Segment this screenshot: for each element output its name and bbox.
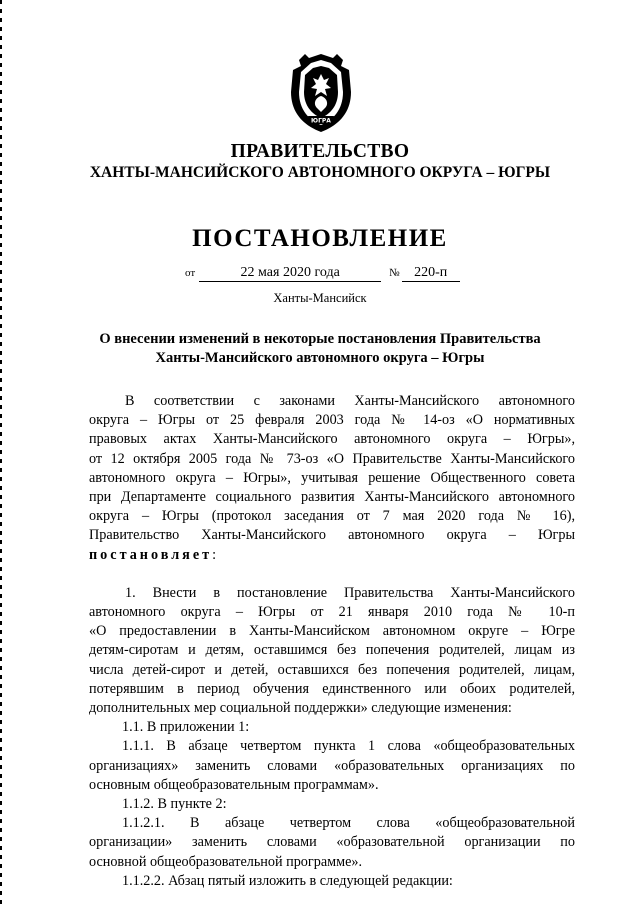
resolves-colon: :: [212, 546, 217, 563]
item-1-1-1-line: 1.1.1. В абзаце четвертом пункта 1 слова «общеобразовательных: [122, 738, 575, 755]
item-1-1-2-2: 1.1.2.2. Абзац пятый изложить в следующей редакции:: [122, 872, 453, 889]
preamble-line: [89, 546, 575, 565]
item-1-1-2-1-line: 1.1.2.1. В абзаце четвертом слова «общеобразовательной: [122, 815, 575, 832]
item-1-1-2-1-line: основной общеобразовательной программе».: [89, 853, 363, 870]
document-date: 22 мая 2020 года: [199, 265, 381, 282]
date-prefix: от: [185, 267, 196, 279]
khmao-coat-of-arms-icon: [287, 52, 355, 134]
item-1-line: автономного округа – Югры от 21 января 2010 года № 10-п: [89, 604, 575, 621]
preamble-line: правовых актах Ханты-Мансийского автономного округа – Югры»,: [89, 431, 575, 448]
item-1-line: числа детей-сирот и детей, оставшихся без попечения родителей, лицам,: [89, 661, 575, 678]
item-1-line: 1. Внести в постановление Правительства Ханты-Мансийского: [125, 584, 575, 601]
item-1-1-2: 1.1.2. В пункте 2:: [122, 796, 227, 813]
resolves-word: постановляет: [89, 546, 213, 563]
document-type: ПОСТАНОВЛЕНИЕ: [192, 225, 448, 252]
preamble-line: округа – Югры (протокол заседания от 7 мая 2020 года № 16),: [89, 508, 575, 525]
preamble-line: В соответствии с законами Ханты-Мансийского автономного: [125, 393, 575, 409]
number-sign: №: [389, 267, 400, 279]
item-1-1-2-1-line: организации» заменить словами «образовательной организации по: [89, 834, 575, 851]
item-1-line: детям-сиротам и детям, оставшимся без попечения родителей, лицам из: [89, 642, 575, 659]
item-1-1-1-line: основным общеобразовательным программам».: [89, 776, 379, 793]
title-line: О внесении изменений в некоторые постановления Правительства: [99, 331, 541, 347]
scan-left-edge: [0, 0, 2, 905]
item-1-line: потерявшим в период обучения единственного или обоих родителей,: [89, 680, 575, 697]
item-1-1-1-line: организациях» заменить словами «образовательных организациях по: [89, 757, 575, 774]
preamble-line: при Департаменте социального развития Ханты-Мансийского автономного: [89, 489, 575, 506]
region-heading: ХАНТЫ-МАНСИЙСКОГО АВТОНОМНОГО ОКРУГА – ЮГРЫ: [89, 164, 551, 181]
preamble-line: автономного округа – Югры», учитывая решение Общественного совета: [89, 469, 575, 486]
title-line: Ханты-Мансийского автономного округа – Югры: [155, 350, 485, 366]
government-heading: ПРАВИТЕЛЬСТВО: [230, 141, 410, 162]
preamble-line: Правительство Ханты-Мансийского автономного округа – Югры: [89, 527, 575, 544]
preamble-line: округа – Югры от 25 февраля 2003 года № 14-оз «О нормативных: [89, 412, 575, 429]
item-1-line: дополнительных мер социальной поддержки» следующие изменения:: [89, 700, 512, 717]
document-body: [89, 392, 575, 891]
emblem-banner-text: ЮГРА: [311, 117, 331, 125]
document-title: [0, 330, 640, 368]
city: Ханты-Мансийск: [273, 291, 367, 305]
preamble-line: от 12 октября 2005 года № 73-оз «О Правительстве Ханты-Мансийского: [89, 450, 575, 467]
document-number: 220-п: [402, 265, 460, 282]
date-number-line: [185, 265, 460, 282]
item-1-line: «О предоставлении в Ханты-Мансийском автономном округе – Югре: [89, 623, 575, 640]
item-1-1: 1.1. В приложении 1:: [122, 719, 250, 736]
